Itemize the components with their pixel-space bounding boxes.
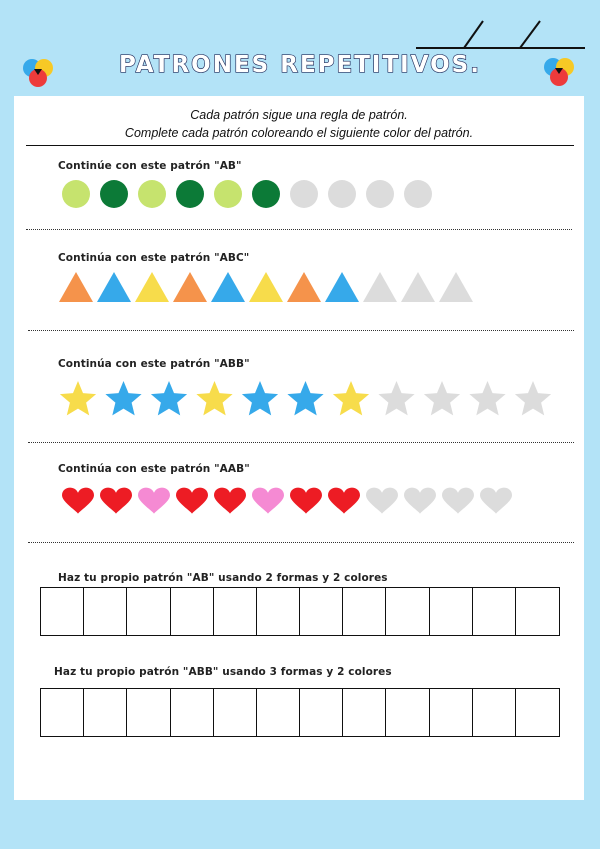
draw-box[interactable]	[516, 689, 559, 736]
heart-shape-3	[138, 488, 170, 514]
worksheet	[14, 96, 584, 800]
make-own-2-grid[interactable]	[40, 688, 560, 737]
triangle-shape-7	[287, 272, 321, 302]
star-shape-4	[196, 381, 232, 415]
header-divider	[26, 145, 574, 146]
circle-shape-5	[214, 180, 242, 208]
star-shape-3	[151, 381, 187, 415]
triangle-shape-11[interactable]	[439, 272, 473, 302]
circle-shape-2	[100, 180, 128, 208]
heart-shape-5	[214, 488, 246, 514]
circle-shape-7[interactable]	[290, 180, 318, 208]
star-shape-10[interactable]	[469, 381, 505, 415]
draw-box[interactable]	[41, 588, 84, 635]
circle-shape-3	[138, 180, 166, 208]
heart-shape-6	[252, 488, 284, 514]
draw-box[interactable]	[516, 588, 559, 635]
triangle-shape-10[interactable]	[401, 272, 435, 302]
triangle-shape-2	[97, 272, 131, 302]
heart-shape-2	[100, 488, 132, 514]
draw-box[interactable]	[171, 689, 214, 736]
star-shape-1	[60, 381, 96, 415]
circle-shape-9[interactable]	[366, 180, 394, 208]
draw-box[interactable]	[214, 689, 257, 736]
draw-box[interactable]	[127, 588, 170, 635]
draw-box[interactable]	[257, 588, 300, 635]
triangle-shape-5	[211, 272, 245, 302]
draw-box[interactable]	[343, 689, 386, 736]
draw-box[interactable]	[300, 588, 343, 635]
heart-shape-7	[290, 488, 322, 514]
heart-shape-8	[328, 488, 360, 514]
heart-shape-10[interactable]	[404, 488, 436, 514]
exercise-2-shapes	[14, 270, 584, 306]
triangle-shape-9[interactable]	[363, 272, 397, 302]
divider-2	[28, 330, 574, 331]
draw-box[interactable]	[386, 588, 429, 635]
triangle-shape-1	[59, 272, 93, 302]
exercise-4-shapes	[14, 482, 584, 518]
heart-shape-12[interactable]	[480, 488, 512, 514]
draw-box[interactable]	[84, 588, 127, 635]
draw-box[interactable]	[430, 689, 473, 736]
exercise-1-shapes	[14, 176, 584, 212]
divider-3	[28, 442, 574, 443]
draw-box[interactable]	[473, 588, 516, 635]
draw-box[interactable]	[84, 689, 127, 736]
circle-shape-10[interactable]	[404, 180, 432, 208]
draw-box[interactable]	[343, 588, 386, 635]
circle-shape-4	[176, 180, 204, 208]
exercise-3-shapes	[14, 378, 584, 420]
instruction-line-2: Complete cada patrón coloreando el siguiente color del patrón.	[124, 126, 474, 140]
decorative-lines	[410, 15, 590, 55]
instructions	[14, 106, 584, 142]
draw-box[interactable]	[473, 689, 516, 736]
exercise-3-label: Continúa con este patrón "ABB"	[58, 358, 250, 370]
triangle-shape-4	[173, 272, 207, 302]
exercise-2-label: Continúa con este patrón "ABC"	[58, 252, 250, 264]
star-shape-11[interactable]	[515, 381, 551, 415]
heart-shape-4	[176, 488, 208, 514]
exercise-1-label: Continúe con este patrón "AB"	[58, 160, 242, 172]
triangle-shape-6	[249, 272, 283, 302]
circle-shape-8[interactable]	[328, 180, 356, 208]
make-own-1-label: Haz tu propio patrón "AB" usando 2 formas y 2 colores	[58, 572, 388, 584]
page-title: PATRONES REPETITIVOS.	[119, 52, 481, 78]
circle-shape-6	[252, 180, 280, 208]
exercise-4-label: Continúa con este patrón "AAB"	[58, 463, 250, 475]
divider-4	[28, 542, 574, 543]
draw-box[interactable]	[300, 689, 343, 736]
make-own-1-grid[interactable]	[40, 587, 560, 636]
star-shape-2	[105, 381, 141, 415]
make-own-2-label: Haz tu propio patrón "ABB" usando 3 formas y 2 colores	[54, 666, 392, 678]
draw-box[interactable]	[127, 689, 170, 736]
triangle-shape-8	[325, 272, 359, 302]
heart-shape-9[interactable]	[366, 488, 398, 514]
divider-1	[26, 229, 572, 230]
draw-box[interactable]	[430, 588, 473, 635]
circle-shape-1	[62, 180, 90, 208]
star-shape-5	[242, 381, 278, 415]
heart-shape-1	[62, 488, 94, 514]
draw-box[interactable]	[386, 689, 429, 736]
draw-box[interactable]	[171, 588, 214, 635]
heart-shape-11[interactable]	[442, 488, 474, 514]
star-shape-7	[333, 381, 369, 415]
instruction-line-1: Cada patrón sigue una regla de patrón.	[190, 108, 408, 122]
triangle-shape-3	[135, 272, 169, 302]
draw-box[interactable]	[214, 588, 257, 635]
draw-box[interactable]	[41, 689, 84, 736]
star-shape-8[interactable]	[378, 381, 414, 415]
draw-box[interactable]	[257, 689, 300, 736]
star-shape-6	[287, 381, 323, 415]
star-shape-9[interactable]	[424, 381, 460, 415]
